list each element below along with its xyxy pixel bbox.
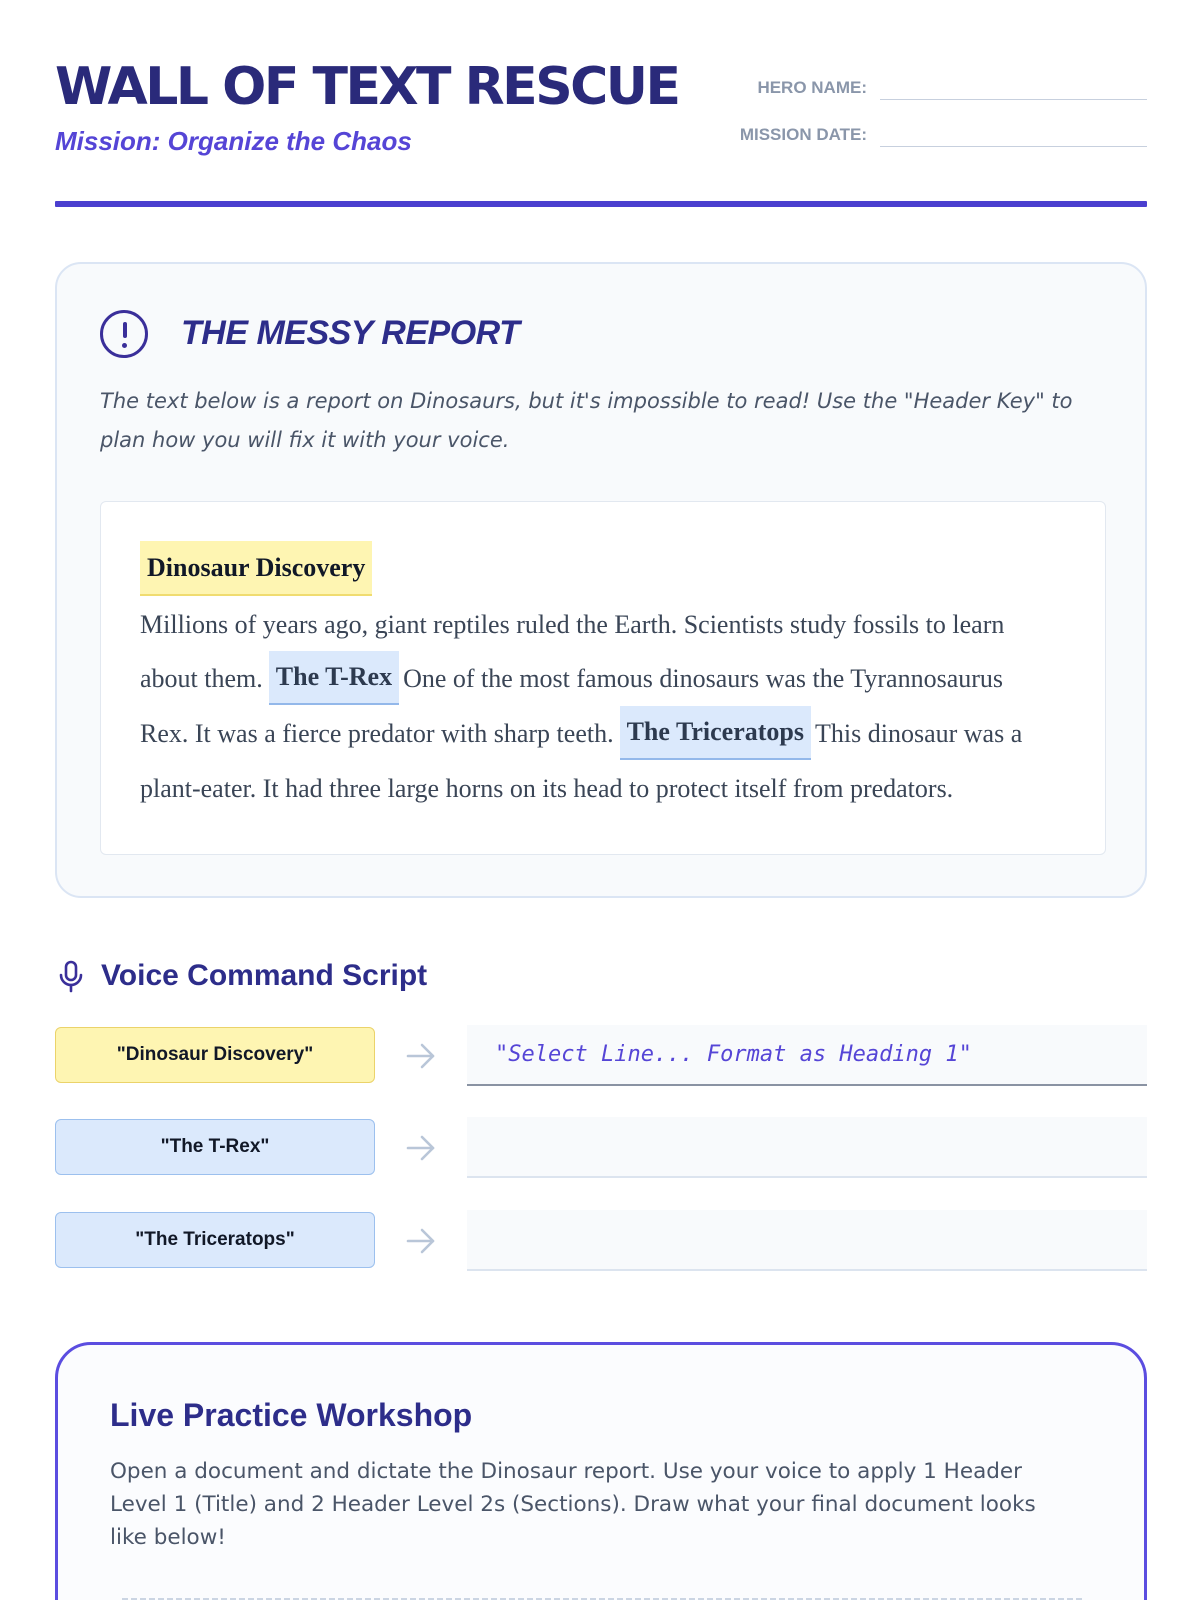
doc-line xyxy=(140,651,1003,706)
doc-title-highlight: Dinosaur Discovery xyxy=(140,541,372,596)
page-subtitle: Mission: Organize the Chaos xyxy=(55,126,412,156)
doc-text: This dinosaur was a xyxy=(815,719,1023,748)
trigger-pill: "The T-Rex" xyxy=(55,1119,375,1175)
practice-workshop-panel xyxy=(55,1342,1147,1600)
doc-line: plant-eater. It had three large horns on its head to protect itself from predators. xyxy=(140,774,954,803)
section-tag-trex: The T-Rex xyxy=(269,651,399,705)
report-heading: THE MESSY REPORT xyxy=(181,314,520,352)
workshop-heading: Live Practice Workshop xyxy=(110,1397,473,1433)
doc-text: One of the most famous dinosaurs was the Tyrannosaurus xyxy=(403,664,1004,693)
worksheet-header xyxy=(55,55,1147,207)
command-row xyxy=(55,1025,1147,1087)
arrow-right-icon xyxy=(405,1226,437,1256)
report-instructions: The text below is a report on Dinosaurs, but it's impossible to read! Use the "Header Key" to plan how you will fix it with your voice. xyxy=(100,389,1073,452)
doc-text: about them. xyxy=(140,664,263,693)
messy-report-panel xyxy=(55,262,1147,898)
mission-date-field[interactable] xyxy=(880,146,1147,147)
command-row xyxy=(55,1210,1147,1272)
command-row xyxy=(55,1117,1147,1179)
command-input[interactable]: "Select Line... Format as Heading 1" xyxy=(467,1025,1147,1086)
command-input[interactable] xyxy=(467,1117,1147,1178)
doc-line xyxy=(140,706,1022,761)
microphone-icon xyxy=(58,960,84,994)
hero-name-field[interactable] xyxy=(880,99,1147,100)
hero-name-row xyxy=(737,70,1147,100)
hero-name-label: HERO NAME: xyxy=(757,78,867,97)
trigger-pill: "The Triceratops" xyxy=(55,1212,375,1268)
arrow-right-icon xyxy=(405,1041,437,1071)
trigger-pill: "Dinosaur Discovery" xyxy=(55,1027,375,1083)
doc-text: Rex. It was a fierce predator with sharp teeth. xyxy=(140,719,614,748)
doc-line: Millions of years ago, giant reptiles ruled the Earth. Scientists study fossils to learn xyxy=(140,610,1005,639)
mission-date-row xyxy=(737,117,1147,147)
messy-text-box xyxy=(100,501,1106,855)
workshop-instructions: Open a document and dictate the Dinosaur report. Use your voice to apply 1 Header Level 1 (Title) and 2 Header Level 2s (Sections). Draw what your final document looks like below! xyxy=(110,1459,1036,1550)
section-tag-triceratops: The Triceratops xyxy=(620,706,811,760)
mission-date-label: MISSION DATE: xyxy=(739,125,867,144)
command-input[interactable] xyxy=(467,1210,1147,1271)
voice-heading: Voice Command Script xyxy=(101,959,428,992)
header-divider xyxy=(55,201,1147,207)
arrow-right-icon xyxy=(405,1133,437,1163)
voice-command-section xyxy=(55,952,1147,1272)
exclamation-circle-icon xyxy=(100,310,148,358)
page-title: WALL OF TEXT RESCUE xyxy=(55,57,679,117)
